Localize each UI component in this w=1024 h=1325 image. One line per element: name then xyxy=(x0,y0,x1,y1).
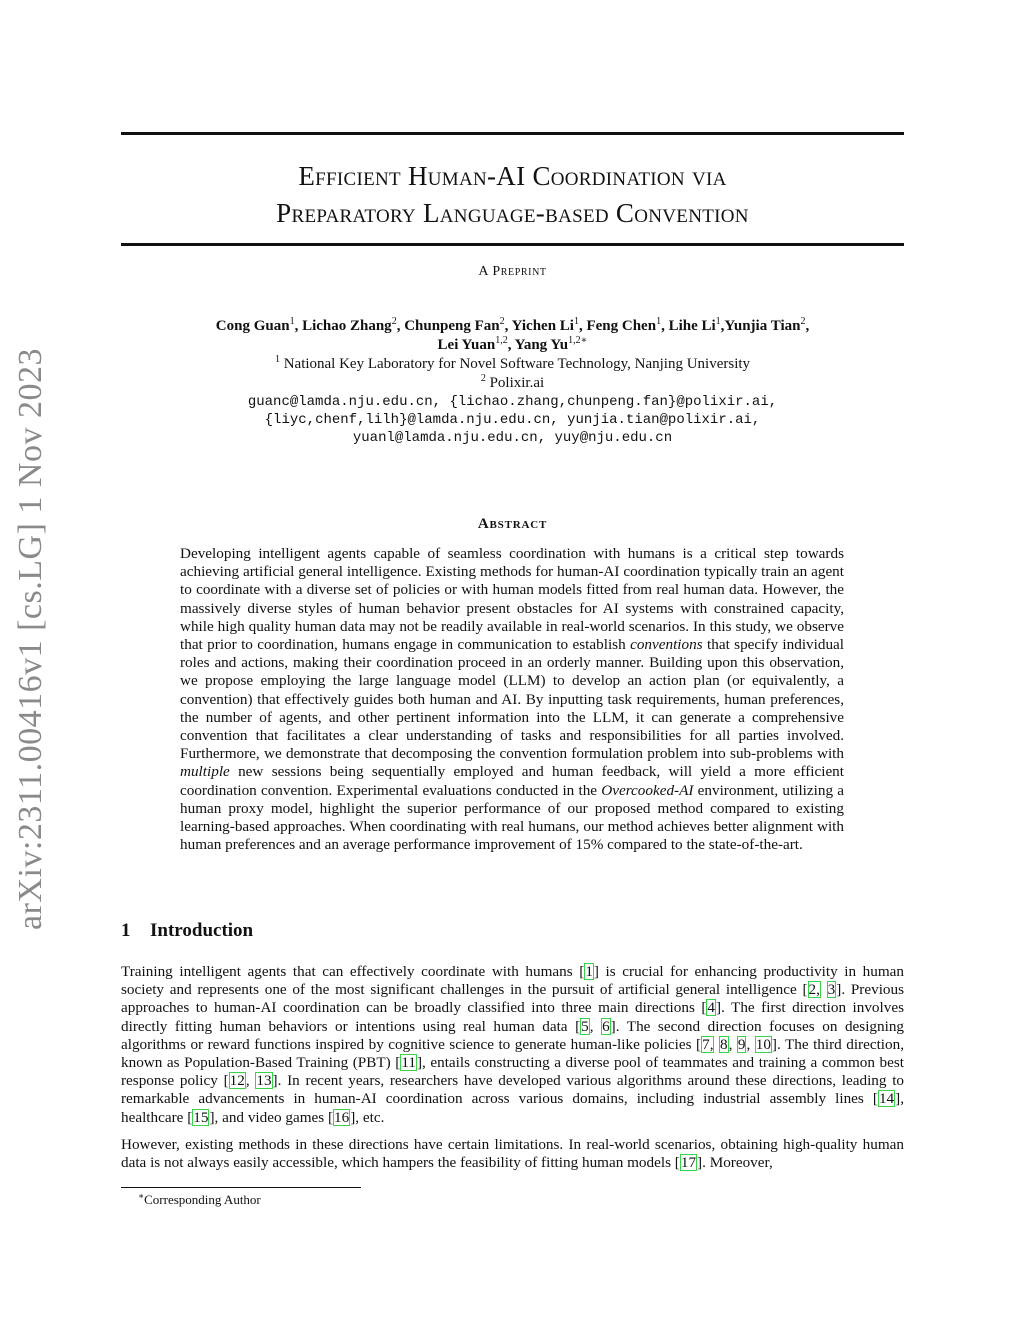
abstract-emphasis: Overcooked-AI xyxy=(601,781,694,799)
author-name: Lei Yuan xyxy=(437,337,496,353)
author-name: , Yichen Li xyxy=(504,318,574,334)
intro-text: . In recent years, researchers have developed various algorithms around these directions, leading to remarkable advancements in human-AI coordination across various domains, including industrial assembly lines xyxy=(121,1072,905,1108)
author-names xyxy=(121,317,904,355)
citation-link[interactable]: 8 xyxy=(719,1035,728,1053)
citation-link[interactable]: 17 xyxy=(680,1154,697,1172)
intro-text: , xyxy=(245,1072,256,1090)
affiliation-2 xyxy=(121,374,904,393)
introduction-body xyxy=(121,963,904,1181)
intro-text: Training intelligent agents that can effectively coordinate with humans xyxy=(121,963,580,980)
author-affil-mark: 1 xyxy=(715,316,721,327)
citation-link[interactable]: 2, xyxy=(808,981,820,999)
abstract-text: that specify individual roles and actions, making their coordination proceed in an orderly manner. Building upon this observation, we propose employing the large language model (LLM) to develop an action plan (or equivalently, a convention) that effectively guides both human and AI. By inputting task requirements, human preferences, the number of agents, and other pertinent information into the LLM, it can generate a comprehensive convention that facilitates a clear understanding of tasks and responsibilities for all parties involved. Furthermore, we demonstrate that decomposing the convention formulation problem into sub-problems with xyxy=(180,636,845,763)
author-name: , Yang Yu xyxy=(507,337,569,353)
citation-link[interactable]: 16 xyxy=(334,1108,350,1126)
abstract-emphasis: multiple xyxy=(180,763,230,781)
affiliation-1 xyxy=(121,355,904,374)
title-top-rule xyxy=(121,132,904,135)
author-affil-mark: 2 xyxy=(800,316,806,327)
intro-text: , etc. xyxy=(355,1108,385,1126)
citation-link[interactable]: 9 xyxy=(737,1035,746,1053)
citation-link[interactable]: 12 xyxy=(229,1072,245,1090)
intro-paragraph-2: However, existing methods in these directions have certain limitations. In real-world scenarios, obtaining high-quality human data is not always easily accessible, which hampers the feasibility of fitting human models [17]. Moreover, xyxy=(121,1135,904,1172)
email-line-3: yuanl@lamda.nju.edu.cn, yuy@nju.edu.cn xyxy=(352,430,673,446)
affiliation-text: National Key Laboratory for Novel Software Technology, Nanjing University xyxy=(279,356,751,372)
intro-paragraph-1: Training intelligent agents that can effectively coordinate with humans [1] is crucial for enhancing productivity in human society and represents one of the most significant challenges in the pursuit of artificial general intelligence [2, 3]. Previous approaches to human-AI coordination can be broadly classified into three main directions [4]. The first direction involves directly fitting human behaviors or intentions using real human data [5, 6]. The second direction focuses on designing algorithms or reward functions inspired by cognitive science to generate human-like policies [7, 8, 9, 10]. The third direction, known as Population-Based Training (PBT) [11], entails constructing a diverse pool of teammates and training a common best response policy [12, 13]. In recent years, researchers have developed various algorithms around these directions, leading to remarkable advancements in human-AI coordination across various domains, including industrial assembly lines [14], healthcare [15], and video games [16], etc. xyxy=(121,963,905,1126)
intro-text xyxy=(821,981,827,998)
citation-link[interactable]: 7, xyxy=(702,1035,714,1053)
intro-text: , healthcare xyxy=(121,1090,904,1126)
citation-link[interactable]: 14 xyxy=(878,1090,895,1108)
intro-text: is crucial for enhancing productivity in human society and represents one of the most significant challenges in the pursuit of artificial general intelligence xyxy=(121,963,905,999)
arxiv-identifier: arXiv:2311.00416v1 [cs.LG] 1 Nov 2023 xyxy=(12,348,49,930)
citation-link[interactable]: 5 xyxy=(581,1017,589,1035)
paper-title xyxy=(121,158,904,232)
citation-link[interactable]: 10 xyxy=(755,1035,771,1053)
abstract-heading: Abstract xyxy=(477,516,548,532)
abstract-emphasis: conventions xyxy=(630,636,703,654)
intro-text: , entails constructing a diverse pool of teammates and training a common best response policy xyxy=(121,1054,904,1090)
intro-text: , xyxy=(728,1035,737,1053)
footnote-text: Corresponding Author xyxy=(144,1192,261,1207)
intro-text: , xyxy=(589,1017,602,1035)
intro-text: However, existing methods in these directions have certain limitations. In real-world scenarios, obtaining high-quality human data is not always easily accessible, which hampers the feasibility of fitting human models xyxy=(121,1135,904,1172)
citation-link[interactable]: 1 xyxy=(585,963,593,980)
citation-link[interactable]: 6 xyxy=(602,1017,610,1035)
author-affil-mark: 1,2∗ xyxy=(568,335,588,346)
email-line-1: guanc@lamda.nju.edu.cn, {lichao.zhang,chunpeng.fan}@polixir.ai, xyxy=(247,394,778,410)
intro-text: . The third direction, known as Population-Based Training (PBT) xyxy=(121,1035,905,1072)
affiliation-mark: 1 xyxy=(274,354,280,365)
section-heading-introduction xyxy=(121,920,253,942)
section-number: 1 xyxy=(121,920,131,941)
citation-link[interactable]: 13 xyxy=(256,1072,272,1090)
author-name: , Lichao Zhang xyxy=(294,318,392,334)
author-affil-mark: 1 xyxy=(289,316,295,327)
citation-link[interactable]: 3 xyxy=(827,981,836,999)
author-name: Cong Guan xyxy=(215,318,290,334)
affiliation-mark: 2 xyxy=(480,373,486,384)
author-separator: , xyxy=(805,318,810,334)
abstract-text: environment, utilizing a human proxy model, highlight the superior performance of our proposed method compared to existing learning-based approaches. When coordinating with real humans, our method achieves better alignment with human preferences and an average performance improvement of 15% compared to the state-of-the-art. xyxy=(180,781,844,854)
author-block xyxy=(121,317,904,447)
intro-text: . Moreover, xyxy=(702,1154,773,1172)
footnote xyxy=(138,1192,261,1208)
author-name: , Chunpeng Fan xyxy=(396,318,500,334)
citation-link[interactable]: 11 xyxy=(401,1054,416,1072)
title-line-1: Efficient Human-AI Coordination via xyxy=(298,161,727,191)
intro-text: . The second direction focuses on designing algorithms or reward functions inspired by cognitive science to generate human-like policies xyxy=(121,1017,905,1053)
title-bottom-rule xyxy=(121,243,904,246)
citation-link[interactable]: 4 xyxy=(707,999,715,1017)
abstract-body xyxy=(180,545,844,854)
abstract-text: Developing intelligent agents capable of seamless coordination with humans is a critical step towards achieving artificial general intelligence. Existing methods for human-AI coordination typically train an agent to coordinate with a diverse set of policies or with human models fitted from real human data. However, the massively diverse styles of human behavior present obstacles for AI systems with constrained capacity, while high quality human data may not be readily available in real-world scenarios. In this study, we observe that prior to coordination, humans engage in communication to establish xyxy=(180,545,844,654)
section-title: Introduction xyxy=(150,920,254,941)
author-affil-mark: 1,2 xyxy=(495,335,508,346)
footnote-mark: ∗ xyxy=(138,1191,145,1201)
intro-text: . Previous approaches to human-AI coordination can be broadly classified into three main directions xyxy=(121,981,905,1017)
author-name: , Lihe Li xyxy=(661,318,716,334)
intro-text: . The first direction involves directly fitting human behaviors or intentions using real human data xyxy=(121,999,904,1035)
author-affil-mark: 2 xyxy=(391,316,397,327)
title-line-2: Preparatory Language-based Convention xyxy=(276,198,749,228)
affiliation-text: Polixir.ai xyxy=(485,375,545,391)
author-affil-mark: 1 xyxy=(573,316,579,327)
abstract-text: new sessions being sequentially employed and human feedback, will yield a more efficient coordination convention. Experimental evaluations conducted in the xyxy=(180,763,844,799)
author-name: ,Yunjia Tian xyxy=(720,318,801,334)
email-line-2: {liyc,chenf,lilh}@lamda.nju.edu.cn, yunjia.tian@polixir.ai, xyxy=(264,412,761,428)
footnote-rule xyxy=(121,1187,361,1188)
author-affil-mark: 2 xyxy=(499,316,505,327)
author-affil-mark: 1 xyxy=(656,316,662,327)
intro-text: , xyxy=(746,1035,755,1053)
author-name: , Feng Chen xyxy=(578,318,657,334)
citation-link[interactable]: 15 xyxy=(193,1108,209,1126)
intro-text: , and video games xyxy=(214,1108,328,1126)
preprint-label: A Preprint xyxy=(478,264,547,279)
